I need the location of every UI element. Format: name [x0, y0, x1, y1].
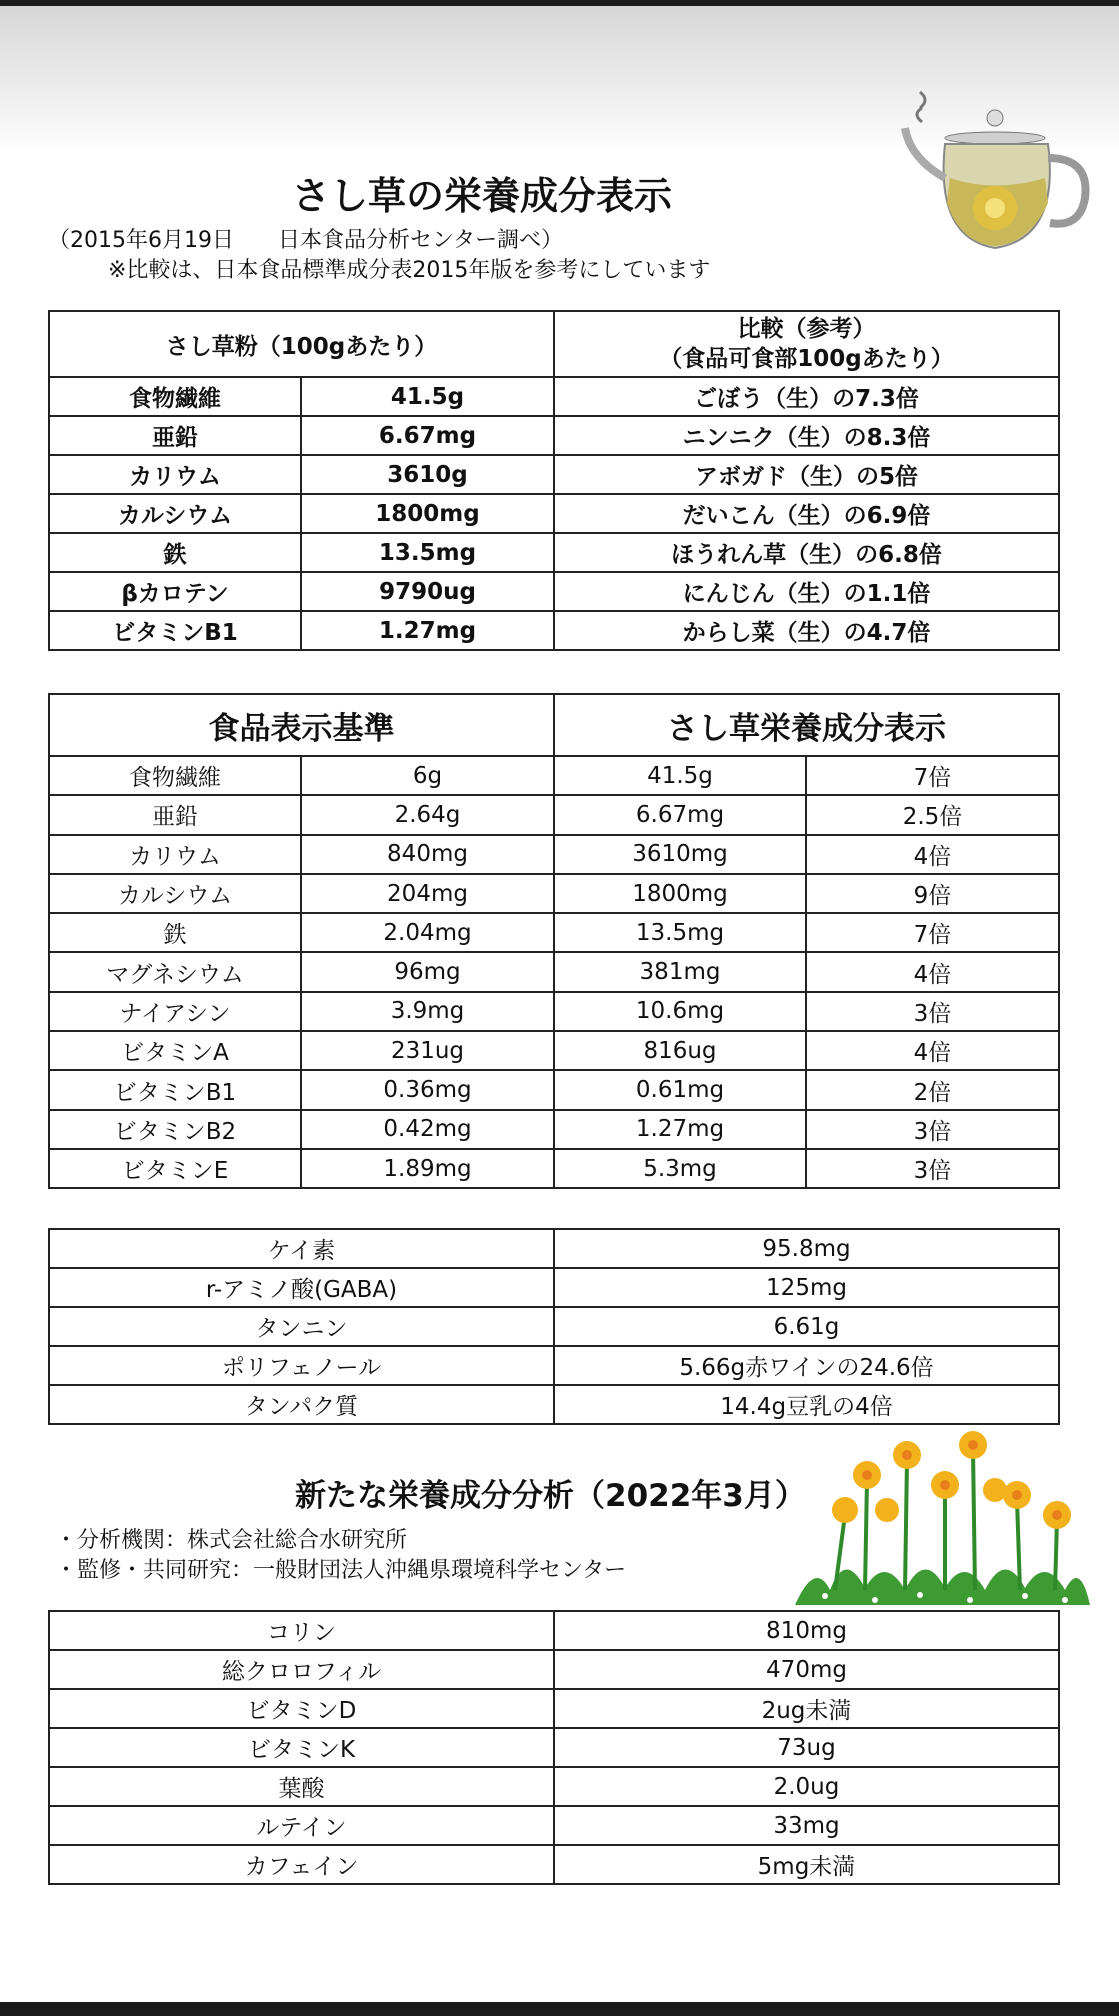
- table2-row-standard: 6g: [301, 756, 554, 795]
- comparison-table: [48, 310, 1060, 651]
- table4-row-value: 470mg: [554, 1650, 1059, 1689]
- table3-row-name: ケイ素: [49, 1229, 554, 1268]
- table2-row-ratio: 4倍: [806, 835, 1059, 874]
- standard-table: [48, 693, 1060, 1189]
- table3-row: [49, 1385, 1059, 1424]
- table2-row-standard: 3.9mg: [301, 992, 554, 1031]
- table3-row: [49, 1229, 1059, 1268]
- table1-header-right: [554, 311, 1059, 377]
- table1-row-value: 1800mg: [301, 494, 554, 533]
- table4-row: [49, 1650, 1059, 1689]
- section2-supervision: ・監修・共同研究：一般財団法人沖縄県環境科学センター: [55, 1558, 627, 1583]
- table1-row: [49, 494, 1059, 533]
- table2-row: [49, 756, 1059, 795]
- table2-row: [49, 1070, 1059, 1109]
- table4-row-name: ルテイン: [49, 1806, 554, 1845]
- table2-row-standard: 231ug: [301, 1031, 554, 1070]
- table4-row-name: 葉酸: [49, 1767, 554, 1806]
- table4-row-value: 2ug未満: [554, 1689, 1059, 1728]
- table3-row-name: タンニン: [49, 1307, 554, 1346]
- table1-row: [49, 416, 1059, 455]
- table1-row: [49, 533, 1059, 572]
- table1-row-compare: だいこん（生）の6.9倍: [554, 494, 1059, 533]
- table1-header-left: さし草粉（100gあたり）: [49, 311, 554, 377]
- table4-row: [49, 1806, 1059, 1845]
- table2-row: [49, 952, 1059, 991]
- table2-row-standard: 2.04mg: [301, 913, 554, 952]
- table1-row-name: ビタミンB1: [49, 611, 301, 650]
- table2-row: [49, 874, 1059, 913]
- table2-row-ratio: 3倍: [806, 992, 1059, 1031]
- table2-row-ratio: 3倍: [806, 1149, 1059, 1188]
- table1-row: [49, 377, 1059, 416]
- table2-row: [49, 913, 1059, 952]
- note-line: ※比較は、日本食品標準成分表2015年版を参考にしています: [108, 258, 711, 283]
- table1-row: [49, 572, 1059, 611]
- table2-row-value: 1.27mg: [554, 1110, 806, 1149]
- table2-row: [49, 795, 1059, 834]
- table1-row-compare: ごぼう（生）の7.3倍: [554, 377, 1059, 416]
- table2-row-standard: 1.89mg: [301, 1149, 554, 1188]
- table2-row-ratio: 3倍: [806, 1110, 1059, 1149]
- table2-row-ratio: 2.5倍: [806, 795, 1059, 834]
- table1-row-compare: ニンニク（生）の8.3倍: [554, 416, 1059, 455]
- table3-row-value: 95.8mg: [554, 1229, 1059, 1268]
- table1-row-value: 41.5g: [301, 377, 554, 416]
- table2-row-ratio: 7倍: [806, 756, 1059, 795]
- table3-row-value: 5.66g赤ワインの24.6倍: [554, 1346, 1059, 1385]
- table1-row-name: 亜鉛: [49, 416, 301, 455]
- table2-row-name: ビタミンB1: [49, 1070, 301, 1109]
- table4-row: [49, 1611, 1059, 1650]
- table3-row-value: 125mg: [554, 1268, 1059, 1307]
- section2-title: 新たな栄養成分分析（2022年3月）: [295, 1478, 806, 1514]
- table4-row-value: 73ug: [554, 1728, 1059, 1767]
- table2-row-ratio: 7倍: [806, 913, 1059, 952]
- table1-row-value: 13.5mg: [301, 533, 554, 572]
- section2-agency: ・分析機関：株式会社総合水研究所: [55, 1528, 408, 1553]
- table1-row-compare: からし菜（生）の4.7倍: [554, 611, 1059, 650]
- table4-row-value: 810mg: [554, 1611, 1059, 1650]
- table2-row-name: ビタミンB2: [49, 1110, 301, 1149]
- table2-row-standard: 0.36mg: [301, 1070, 554, 1109]
- table2-row-name: カルシウム: [49, 874, 301, 913]
- table3-row-value: 14.4g豆乳の4倍: [554, 1385, 1059, 1424]
- table4-row: [49, 1728, 1059, 1767]
- table4-row-value: 2.0ug: [554, 1767, 1059, 1806]
- table2-row-value: 0.61mg: [554, 1070, 806, 1109]
- table1-row-name: 鉄: [49, 533, 301, 572]
- table2-row-name: ナイアシン: [49, 992, 301, 1031]
- table1-row: [49, 611, 1059, 650]
- table1-row-name: カリウム: [49, 455, 301, 494]
- table4-row-name: ビタミンD: [49, 1689, 554, 1728]
- table4-row-name: 総クロロフィル: [49, 1650, 554, 1689]
- table3-row-name: タンパク質: [49, 1385, 554, 1424]
- table2-row-name: 鉄: [49, 913, 301, 952]
- table2-row-value: 816ug: [554, 1031, 806, 1070]
- table2-row-name: ビタミンE: [49, 1149, 301, 1188]
- extra-components-table: [48, 1228, 1060, 1425]
- table2-row-value: 6.67mg: [554, 795, 806, 834]
- table2-row-standard: 96mg: [301, 952, 554, 991]
- table2-row: [49, 992, 1059, 1031]
- table3-row-value: 6.61g: [554, 1307, 1059, 1346]
- table3-row-name: ポリフェノール: [49, 1346, 554, 1385]
- table3-row: [49, 1346, 1059, 1385]
- table3-row: [49, 1307, 1059, 1346]
- table1-row-compare: にんじん（生）の1.1倍: [554, 572, 1059, 611]
- table2-row: [49, 1110, 1059, 1149]
- table1-row-value: 1.27mg: [301, 611, 554, 650]
- table1-header-right-line2: （食品可食部100gあたり）: [659, 346, 954, 372]
- table2-row-value: 1800mg: [554, 874, 806, 913]
- teapot-icon: [900, 88, 1095, 258]
- table2-row-value: 10.6mg: [554, 992, 806, 1031]
- table2-header-right: さし草栄養成分表示: [554, 694, 1059, 756]
- daffodil-icon: [795, 1420, 1090, 1610]
- table2-header-left: 食品表示基準: [49, 694, 554, 756]
- table2-row-ratio: 4倍: [806, 952, 1059, 991]
- table2-row-value: 3610mg: [554, 835, 806, 874]
- table4-row-name: コリン: [49, 1611, 554, 1650]
- table4-row: [49, 1845, 1059, 1884]
- table1-row-value: 9790ug: [301, 572, 554, 611]
- bottom-nav-bar: [0, 2002, 1119, 2016]
- table2-row-value: 381mg: [554, 952, 806, 991]
- table2-row: [49, 1149, 1059, 1188]
- table2-row-value: 41.5g: [554, 756, 806, 795]
- table1-row-compare: ほうれん草（生）の6.8倍: [554, 533, 1059, 572]
- table2-row-value: 5.3mg: [554, 1149, 806, 1188]
- table4-row-value: 5mg未満: [554, 1845, 1059, 1884]
- table4-row-name: カフェイン: [49, 1845, 554, 1884]
- table1-row-name: カルシウム: [49, 494, 301, 533]
- table2-row-name: 亜鉛: [49, 795, 301, 834]
- table2-row: [49, 1031, 1059, 1070]
- table2-row-name: ビタミンA: [49, 1031, 301, 1070]
- table2-row-standard: 840mg: [301, 835, 554, 874]
- table2-row-standard: 204mg: [301, 874, 554, 913]
- table1-row-value: 6.67mg: [301, 416, 554, 455]
- source-line: （2015年6月19日 日本食品分析センター調べ）: [48, 228, 564, 253]
- table1-row-compare: アボガド（生）の5倍: [554, 455, 1059, 494]
- table2-row-standard: 2.64g: [301, 795, 554, 834]
- table2-row-name: カリウム: [49, 835, 301, 874]
- table2-row-ratio: 9倍: [806, 874, 1059, 913]
- page-title: さし草の栄養成分表示: [292, 174, 673, 218]
- table2-row-ratio: 2倍: [806, 1070, 1059, 1109]
- table3-row-name: r-アミノ酸(GABA): [49, 1268, 554, 1307]
- table3-row: [49, 1268, 1059, 1307]
- table1-row: [49, 455, 1059, 494]
- table4-row: [49, 1689, 1059, 1728]
- table2-row-value: 13.5mg: [554, 913, 806, 952]
- table1-header-right-line1: 比較（参考）: [737, 316, 876, 342]
- table2-row-ratio: 4倍: [806, 1031, 1059, 1070]
- table2-row: [49, 835, 1059, 874]
- new-analysis-table: [48, 1610, 1060, 1885]
- table2-row-standard: 0.42mg: [301, 1110, 554, 1149]
- table1-row-name: βカロテン: [49, 572, 301, 611]
- table1-row-name: 食物繊維: [49, 377, 301, 416]
- table1-row-value: 3610g: [301, 455, 554, 494]
- table4-row-name: ビタミンK: [49, 1728, 554, 1767]
- table4-row-value: 33mg: [554, 1806, 1059, 1845]
- table2-row-name: マグネシウム: [49, 952, 301, 991]
- table2-row-name: 食物繊維: [49, 756, 301, 795]
- table4-row: [49, 1767, 1059, 1806]
